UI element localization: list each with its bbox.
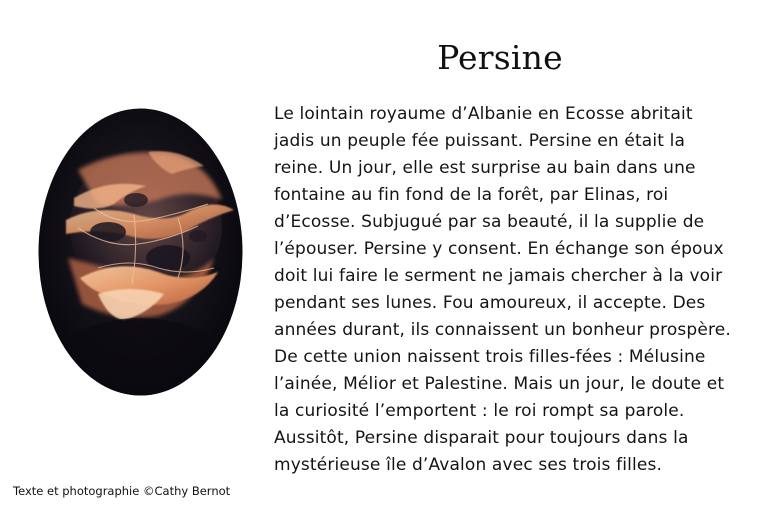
story-line: reine. Un jour, elle est surprise au bain dans une bbox=[274, 158, 696, 178]
story-line: pendant ses lunes. Fou amoureux, il accepte. Des bbox=[274, 293, 706, 313]
photo-credit: Texte et photographie ©Cathy Bernot bbox=[13, 484, 231, 498]
story-line: l’épouser. Persine y consent. En échange son époux bbox=[274, 239, 724, 259]
story-line: mystérieuse île d’Avalon avec ses trois filles. bbox=[274, 455, 663, 475]
story-line: la curiosité l’emportent : le roi rompt sa parole. bbox=[274, 401, 685, 421]
story-line: Le lointain royaume d’Albanie en Ecosse abritait bbox=[274, 104, 693, 124]
story-line: fontaine au fin fond de la forêt, par Elinas, roi bbox=[274, 185, 669, 205]
story-line: doit lui faire le serment ne jamais chercher à la voir bbox=[274, 266, 723, 286]
story-paragraph bbox=[274, 101, 744, 479]
story-line: De cette union naissent trois filles-fées : Mélusine bbox=[274, 347, 706, 367]
story-line: Aussitôt, Persine disparait pour toujours dans la bbox=[274, 428, 689, 448]
page-title: Persine bbox=[437, 38, 563, 77]
story-line: d’Ecosse. Subjugué par sa beauté, il la supplie de bbox=[274, 212, 705, 232]
oval-photograph bbox=[38, 108, 243, 396]
story-line: années durant, ils connaissent un bonheur prospère. bbox=[274, 320, 731, 340]
story-line: l’ainée, Mélior et Palestine. Mais un jour, le doute et bbox=[274, 374, 725, 394]
story-line: jadis un peuple fée puissant. Persine en était la bbox=[274, 131, 686, 151]
